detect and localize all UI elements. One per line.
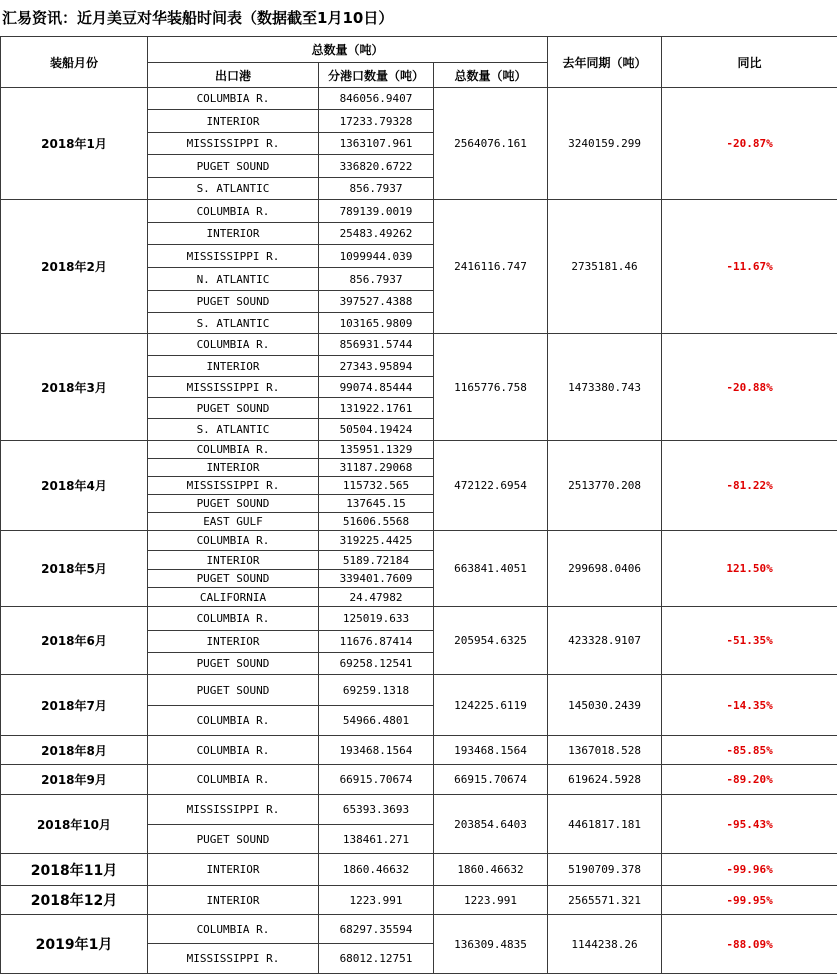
port-cell: MISSISSIPPI R. bbox=[148, 245, 319, 268]
header-total: 总数量（吨） bbox=[434, 63, 548, 88]
header-month: 装船月份 bbox=[1, 37, 148, 88]
shipment-table bbox=[0, 36, 837, 974]
port-qty-cell: 5189.72184 bbox=[319, 551, 434, 570]
page-title: 汇易资讯：近月美豆对华装船时间表（数据截至1月10日） bbox=[2, 9, 394, 27]
total-cell: 1223.991 bbox=[434, 886, 548, 915]
port-cell: EAST GULF bbox=[148, 513, 319, 531]
yoy-cell: -89.20% bbox=[662, 765, 837, 795]
table-body bbox=[1, 88, 837, 974]
yoy-cell: -85.85% bbox=[662, 736, 837, 765]
port-cell: PUGET SOUND bbox=[148, 291, 319, 313]
header-total-group: 总数量（吨） bbox=[148, 37, 548, 63]
port-cell: COLUMBIA R. bbox=[148, 915, 319, 944]
total-cell: 2416116.747 bbox=[434, 200, 548, 334]
total-cell: 2564076.161 bbox=[434, 88, 548, 200]
total-cell: 193468.1564 bbox=[434, 736, 548, 765]
table-row bbox=[1, 334, 837, 356]
port-cell: PUGET SOUND bbox=[148, 825, 319, 854]
port-qty-cell: 1099944.039 bbox=[319, 245, 434, 268]
port-cell: COLUMBIA R. bbox=[148, 88, 319, 110]
port-cell: N. ATLANTIC bbox=[148, 268, 319, 291]
table-row bbox=[1, 886, 837, 915]
table-row bbox=[1, 854, 837, 886]
table-row bbox=[1, 765, 837, 795]
last-year-cell: 1144238.26 bbox=[548, 915, 662, 974]
month-cell: 2018年5月 bbox=[1, 531, 148, 607]
last-year-cell: 2565571.321 bbox=[548, 886, 662, 915]
yoy-cell: -95.43% bbox=[662, 795, 837, 854]
port-cell: S. ATLANTIC bbox=[148, 419, 319, 441]
port-qty-cell: 68297.35594 bbox=[319, 915, 434, 944]
header-port-qty: 分港口数量（吨） bbox=[319, 63, 434, 88]
yoy-cell: -20.87% bbox=[662, 88, 837, 200]
port-cell: INTERIOR bbox=[148, 459, 319, 477]
table-row bbox=[1, 88, 837, 110]
month-cell: 2018年1月 bbox=[1, 88, 148, 200]
port-qty-cell: 1363107.961 bbox=[319, 133, 434, 155]
port-qty-cell: 24.47982 bbox=[319, 588, 434, 607]
last-year-cell: 423328.9107 bbox=[548, 607, 662, 675]
port-cell: INTERIOR bbox=[148, 110, 319, 133]
port-cell: COLUMBIA R. bbox=[148, 706, 319, 736]
port-cell: INTERIOR bbox=[148, 854, 319, 886]
port-cell: S. ATLANTIC bbox=[148, 178, 319, 200]
last-year-cell: 5190709.378 bbox=[548, 854, 662, 886]
port-qty-cell: 68012.12751 bbox=[319, 944, 434, 974]
port-qty-cell: 11676.87414 bbox=[319, 631, 434, 653]
header-yoy: 同比 bbox=[662, 37, 837, 88]
port-qty-cell: 137645.15 bbox=[319, 495, 434, 513]
month-cell: 2018年10月 bbox=[1, 795, 148, 854]
month-cell: 2018年3月 bbox=[1, 334, 148, 441]
yoy-cell: -51.35% bbox=[662, 607, 837, 675]
port-cell: MISSISSIPPI R. bbox=[148, 377, 319, 398]
last-year-cell: 1367018.528 bbox=[548, 736, 662, 765]
month-cell: 2018年8月 bbox=[1, 736, 148, 765]
month-cell: 2018年6月 bbox=[1, 607, 148, 675]
port-qty-cell: 846056.9407 bbox=[319, 88, 434, 110]
port-qty-cell: 69259.1318 bbox=[319, 675, 434, 706]
total-cell: 472122.6954 bbox=[434, 441, 548, 531]
yoy-cell: -20.88% bbox=[662, 334, 837, 441]
total-cell: 663841.4051 bbox=[434, 531, 548, 607]
last-year-cell: 2513770.208 bbox=[548, 441, 662, 531]
port-qty-cell: 856.7937 bbox=[319, 268, 434, 291]
port-cell: CALIFORNIA bbox=[148, 588, 319, 607]
table-row bbox=[1, 915, 837, 944]
port-qty-cell: 339401.7609 bbox=[319, 570, 434, 588]
port-qty-cell: 103165.9809 bbox=[319, 313, 434, 334]
total-cell: 1165776.758 bbox=[434, 334, 548, 441]
month-cell: 2018年7月 bbox=[1, 675, 148, 736]
total-cell: 205954.6325 bbox=[434, 607, 548, 675]
port-qty-cell: 25483.49262 bbox=[319, 223, 434, 245]
table-row bbox=[1, 441, 837, 459]
month-cell: 2018年12月 bbox=[1, 886, 148, 915]
last-year-cell: 145030.2439 bbox=[548, 675, 662, 736]
port-qty-cell: 1223.991 bbox=[319, 886, 434, 915]
port-qty-cell: 115732.565 bbox=[319, 477, 434, 495]
last-year-cell: 619624.5928 bbox=[548, 765, 662, 795]
port-cell: PUGET SOUND bbox=[148, 675, 319, 706]
port-qty-cell: 17233.79328 bbox=[319, 110, 434, 133]
yoy-cell: -11.67% bbox=[662, 200, 837, 334]
port-qty-cell: 131922.1761 bbox=[319, 398, 434, 419]
total-cell: 203854.6403 bbox=[434, 795, 548, 854]
total-cell: 66915.70674 bbox=[434, 765, 548, 795]
port-cell: MISSISSIPPI R. bbox=[148, 477, 319, 495]
yoy-cell: -14.35% bbox=[662, 675, 837, 736]
port-cell: INTERIOR bbox=[148, 356, 319, 377]
port-cell: COLUMBIA R. bbox=[148, 200, 319, 223]
port-cell: COLUMBIA R. bbox=[148, 736, 319, 765]
port-cell: COLUMBIA R. bbox=[148, 531, 319, 551]
total-cell: 124225.6119 bbox=[434, 675, 548, 736]
port-qty-cell: 135951.1329 bbox=[319, 441, 434, 459]
yoy-cell: 121.50% bbox=[662, 531, 837, 607]
month-cell: 2018年2月 bbox=[1, 200, 148, 334]
total-cell: 1860.46632 bbox=[434, 854, 548, 886]
port-qty-cell: 1860.46632 bbox=[319, 854, 434, 886]
month-cell: 2018年9月 bbox=[1, 765, 148, 795]
month-cell: 2019年1月 bbox=[1, 915, 148, 974]
port-qty-cell: 65393.3693 bbox=[319, 795, 434, 825]
port-qty-cell: 99074.85444 bbox=[319, 377, 434, 398]
yoy-cell: -81.22% bbox=[662, 441, 837, 531]
port-qty-cell: 54966.4801 bbox=[319, 706, 434, 736]
table-row bbox=[1, 607, 837, 631]
port-cell: S. ATLANTIC bbox=[148, 313, 319, 334]
table-row bbox=[1, 531, 837, 551]
port-qty-cell: 856.7937 bbox=[319, 178, 434, 200]
port-qty-cell: 66915.70674 bbox=[319, 765, 434, 795]
last-year-cell: 2735181.46 bbox=[548, 200, 662, 334]
port-qty-cell: 51606.5568 bbox=[319, 513, 434, 531]
last-year-cell: 4461817.181 bbox=[548, 795, 662, 854]
header-port: 出口港 bbox=[148, 63, 319, 88]
port-cell: COLUMBIA R. bbox=[148, 607, 319, 631]
last-year-cell: 1473380.743 bbox=[548, 334, 662, 441]
port-cell: INTERIOR bbox=[148, 631, 319, 653]
yoy-cell: -99.95% bbox=[662, 886, 837, 915]
port-qty-cell: 193468.1564 bbox=[319, 736, 434, 765]
port-cell: MISSISSIPPI R. bbox=[148, 944, 319, 974]
last-year-cell: 299698.0406 bbox=[548, 531, 662, 607]
port-qty-cell: 789139.0019 bbox=[319, 200, 434, 223]
port-qty-cell: 69258.12541 bbox=[319, 653, 434, 675]
port-qty-cell: 319225.4425 bbox=[319, 531, 434, 551]
port-cell: COLUMBIA R. bbox=[148, 334, 319, 356]
port-cell: INTERIOR bbox=[148, 551, 319, 570]
port-cell: COLUMBIA R. bbox=[148, 441, 319, 459]
port-cell: PUGET SOUND bbox=[148, 398, 319, 419]
month-cell: 2018年11月 bbox=[1, 854, 148, 886]
table-row bbox=[1, 200, 837, 223]
port-qty-cell: 336820.6722 bbox=[319, 155, 434, 178]
yoy-cell: -88.09% bbox=[662, 915, 837, 974]
table-row bbox=[1, 675, 837, 706]
port-cell: PUGET SOUND bbox=[148, 155, 319, 178]
yoy-cell: -99.96% bbox=[662, 854, 837, 886]
port-qty-cell: 31187.29068 bbox=[319, 459, 434, 477]
port-cell: PUGET SOUND bbox=[148, 653, 319, 675]
port-cell: COLUMBIA R. bbox=[148, 765, 319, 795]
port-qty-cell: 50504.19424 bbox=[319, 419, 434, 441]
port-cell: INTERIOR bbox=[148, 223, 319, 245]
port-qty-cell: 856931.5744 bbox=[319, 334, 434, 356]
port-qty-cell: 125019.633 bbox=[319, 607, 434, 631]
port-cell: INTERIOR bbox=[148, 886, 319, 915]
port-cell: MISSISSIPPI R. bbox=[148, 795, 319, 825]
port-qty-cell: 397527.4388 bbox=[319, 291, 434, 313]
port-qty-cell: 27343.95894 bbox=[319, 356, 434, 377]
total-cell: 136309.4835 bbox=[434, 915, 548, 974]
month-cell: 2018年4月 bbox=[1, 441, 148, 531]
table-row bbox=[1, 736, 837, 765]
table-row bbox=[1, 795, 837, 825]
port-cell: MISSISSIPPI R. bbox=[148, 133, 319, 155]
port-cell: PUGET SOUND bbox=[148, 495, 319, 513]
last-year-cell: 3240159.299 bbox=[548, 88, 662, 200]
port-qty-cell: 138461.271 bbox=[319, 825, 434, 854]
header-last-year: 去年同期（吨） bbox=[548, 37, 662, 88]
port-cell: PUGET SOUND bbox=[148, 570, 319, 588]
